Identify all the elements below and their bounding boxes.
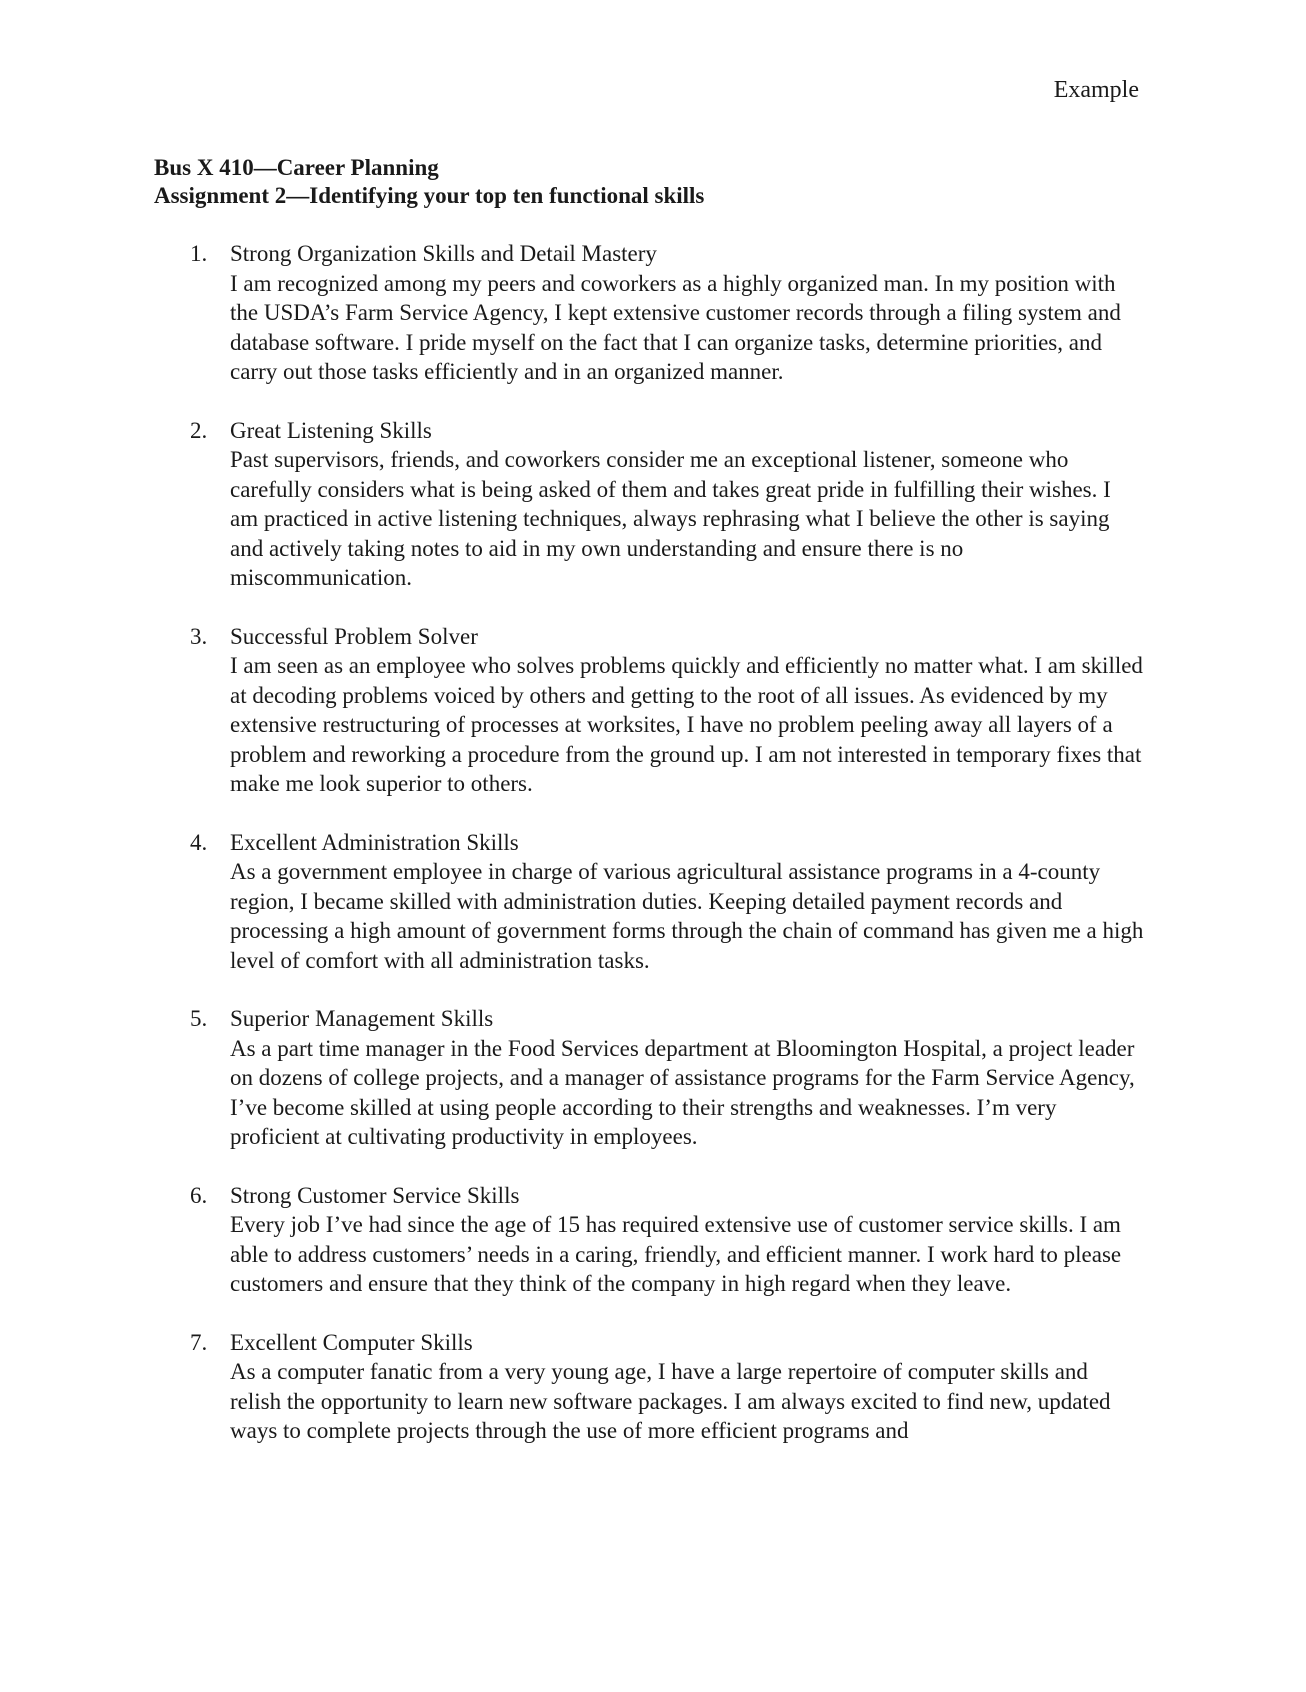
list-item <box>154 1328 1144 1446</box>
skill-number: 6. <box>190 1182 208 1208</box>
skill-description: As a part time manager in the Food Services department at Bloomington Hospital, a project leader on dozens of college projects, and a manager of assistance programs for the Farm Service Agency, I’ve become skilled at using people according to their strengths and weaknesses. I’m very proficient at cultivating productivity in employees. <box>230 1035 1135 1149</box>
list-item <box>154 1004 1144 1152</box>
list-item <box>154 239 1144 387</box>
skill-description: I am seen as an employee who solves problems quickly and efficiently no matter what. I am skilled at decoding problems voiced by others and getting to the root of all issues. As evidenced by my extensive restructuring of processes at worksites, I have no problem peeling away all layers of a problem and reworking a procedure from the ground up. I am not interested in temporary fixes that make me look superior to others. <box>230 653 1143 796</box>
skill-number: 4. <box>190 829 208 855</box>
skill-title: Superior Management Skills <box>230 1006 494 1031</box>
document-title <box>154 154 704 210</box>
skill-description: Every job I’ve had since the age of 15 has required extensive use of customer service skills. I am able to address customers’ needs in a caring, friendly, and efficient manner. I work hard to please customers and ensure that they think of the company in high regard when they leave. <box>230 1212 1122 1296</box>
skill-number: 5. <box>190 1006 208 1031</box>
skill-description: As a computer fanatic from a very young age, I have a large repertoire of computer skills and relish the opportunity to learn new software packages. I am always excited to find new, updated ways to complete projects through the use of more efficient programs and <box>230 1359 1111 1443</box>
assignment-title: Assignment 2—Identifying your top ten functional skills <box>154 183 705 208</box>
skill-number: 1. <box>190 241 208 266</box>
skill-number: 7. <box>190 1329 208 1355</box>
header-label: Example <box>1053 77 1139 103</box>
list-item <box>154 1181 1144 1299</box>
course-title: Bus X 410—Career Planning <box>154 155 439 180</box>
skill-title: Successful Problem Solver <box>230 623 478 649</box>
skill-title: Strong Customer Service Skills <box>230 1182 520 1208</box>
skill-title: Great Listening Skills <box>230 417 432 443</box>
skill-description: Past supervisors, friends, and coworkers consider me an exceptional listener, someone who carefully considers what is being asked of them and takes great pride in fulfilling their wishes. I am practiced in active listening techniques, always rephrasing what I believe the other is saying and actively taking notes to aid in my own understanding and ensure there is no miscommunication. <box>230 447 1111 590</box>
skills-list <box>154 239 1144 1475</box>
skill-title: Excellent Computer Skills <box>230 1329 473 1355</box>
list-item <box>154 622 1144 799</box>
list-item <box>154 828 1144 976</box>
skill-description: As a government employee in charge of various agricultural assistance programs in a 4-county region, I became skilled with administration duties. Keeping detailed payment records and processing a high amount of government forms through the chain of command has given me a high level of comfort with all administration tasks. <box>230 859 1144 973</box>
skill-title: Excellent Administration Skills <box>230 829 519 855</box>
skill-number: 2. <box>190 417 208 443</box>
skill-title: Strong Organization Skills and Detail Mastery <box>230 241 657 266</box>
skill-description: I am recognized among my peers and coworkers as a highly organized man. In my position with the USDA’s Farm Service Agency, I kept extensive customer records through a filing system and database software. I pride myself on the fact that I can organize tasks, determine priorities, and carry out those tasks efficiently and in an organized manner. <box>230 270 1121 384</box>
list-item <box>154 416 1144 593</box>
skill-number: 3. <box>190 623 208 649</box>
